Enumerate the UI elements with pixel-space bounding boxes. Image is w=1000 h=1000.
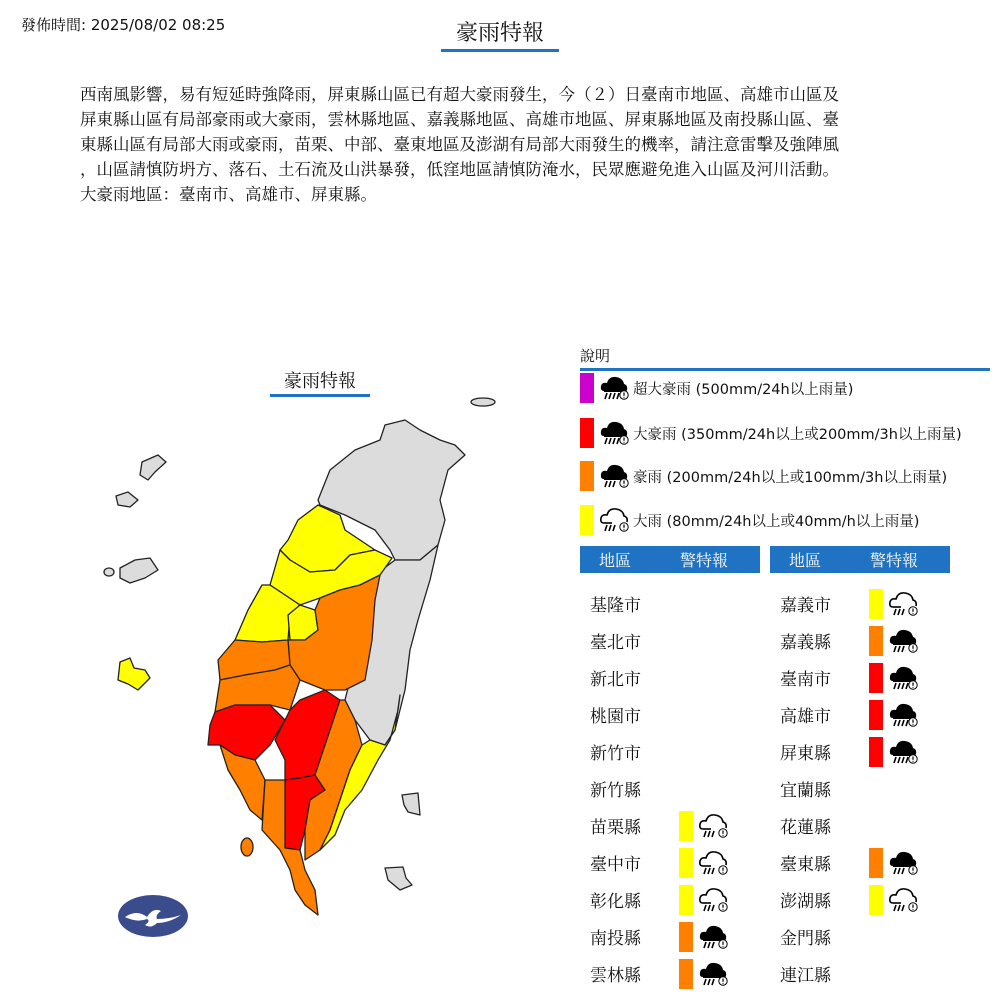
island-kinmen-small (104, 568, 114, 576)
description-line: 西南風影響，易有短延時強降雨，屏東縣山區已有超大豪雨發生，今（２）日臺南市地區、高雄市山區及 (80, 85, 839, 104)
warning-color-swatch (869, 700, 883, 730)
warning-color-swatch (679, 959, 693, 989)
warning-color-swatch (679, 811, 693, 841)
table-row (770, 770, 960, 807)
table-row (770, 659, 960, 696)
color-swatch (580, 373, 594, 403)
region-name: 屏東縣 (780, 744, 831, 764)
rain-cloud-outline-icon (887, 589, 919, 619)
taiwan-warning-map (90, 380, 510, 940)
table-row (770, 585, 960, 622)
region-name: 花蓮縣 (780, 818, 831, 838)
rain-cloud-outline-icon (697, 885, 729, 915)
rain-cloud-filled-icon (598, 461, 630, 491)
region-name: 澎湖縣 (780, 892, 831, 912)
legend-label: 大豪雨 (350mm/24h以上或200mm/3h以上雨量) (633, 426, 962, 443)
table-row (580, 659, 770, 696)
region-name: 臺東縣 (780, 855, 831, 875)
table-row (770, 622, 960, 659)
island-liuqiu (241, 838, 253, 856)
table-row (580, 918, 770, 955)
table-header-right (770, 546, 950, 573)
region-name: 臺南市 (780, 670, 831, 690)
rain-cloud-outline-icon (887, 885, 919, 915)
region-name: 桃園市 (590, 707, 641, 727)
legend-item-extreme_torrential (580, 373, 853, 403)
region-name: 嘉義縣 (780, 633, 831, 653)
region-name: 宜蘭縣 (780, 781, 831, 801)
table-row (580, 770, 770, 807)
legend-item-torrential (580, 461, 947, 491)
color-swatch (580, 461, 594, 491)
legend-label: 大雨 (80mm/24h以上或40mm/h以上雨量) (633, 513, 920, 530)
rain-cloud-filled-icon (887, 848, 919, 878)
header-warning: 警特報 (870, 551, 919, 570)
island-penghu (118, 658, 150, 690)
heavy-rain-cloud-filled-icon (598, 418, 630, 448)
heavy-rain-cloud-filled-icon (598, 373, 630, 403)
rain-cloud-outline-icon (697, 811, 729, 841)
region-name: 雲林縣 (590, 966, 641, 986)
rain-cloud-filled-icon (697, 959, 729, 989)
island-matsu-2 (116, 492, 138, 507)
legend-item-heavy (580, 505, 919, 535)
heavy-rain-cloud-filled-icon (887, 737, 919, 767)
rain-cloud-outline-icon (598, 505, 630, 535)
region-name: 基隆市 (590, 596, 641, 616)
description-line: 東縣山區有局部大雨或豪雨，苗栗、中部、臺東地區及澎湖有局部大雨發生的機率，請注意雷擊及強陣風 (80, 135, 839, 154)
description-line: 大豪雨地區：臺南市、高雄市、屏東縣。 (80, 185, 377, 204)
region-name: 臺北市 (590, 633, 641, 653)
region-name: 連江縣 (780, 966, 831, 986)
description-line: 屏東縣山區有局部豪雨或大豪雨，雲林縣地區、嘉義縣地區、高雄市地區、屏東縣地區及南投縣山區、臺 (80, 110, 839, 129)
region-name: 臺中市 (590, 855, 641, 875)
color-swatch (580, 418, 594, 448)
header-region: 地區 (789, 551, 822, 570)
region-name: 新竹市 (590, 744, 641, 764)
rain-cloud-filled-icon (887, 626, 919, 656)
page-title: 豪雨特報 (441, 16, 559, 52)
warning-color-swatch (869, 885, 883, 915)
warning-color-swatch (679, 885, 693, 915)
region-name: 金門縣 (780, 929, 831, 949)
table-row (580, 622, 770, 659)
table-row (580, 585, 770, 622)
warning-color-swatch (679, 922, 693, 952)
table-row (580, 955, 770, 992)
island-green (402, 793, 420, 815)
table-row (580, 696, 770, 733)
island-kinmen (120, 558, 158, 583)
region-name: 新北市 (590, 670, 641, 690)
table-row (580, 807, 770, 844)
legend-title: 說明 (580, 345, 990, 371)
heavy-rain-cloud-filled-icon (887, 663, 919, 693)
table-row (580, 733, 770, 770)
region-name: 苗栗縣 (590, 818, 641, 838)
region-name: 嘉義市 (780, 596, 831, 616)
header-warning: 警特報 (680, 551, 729, 570)
legend-label: 超大豪雨 (500mm/24h以上雨量) (633, 381, 854, 398)
table-row (770, 844, 960, 881)
warning-color-swatch (869, 663, 883, 693)
table-row (770, 807, 960, 844)
warning-color-swatch (869, 626, 883, 656)
header-region: 地區 (599, 551, 632, 570)
legend-item-extremely_heavy (580, 418, 962, 448)
table-row (770, 733, 960, 770)
table-row (770, 918, 960, 955)
cwa-logo-icon (117, 893, 189, 939)
table-row (770, 955, 960, 992)
table-row (770, 881, 960, 918)
warning-color-swatch (869, 848, 883, 878)
table-row (770, 696, 960, 733)
description-line: ，山區請慎防坍方、落石、土石流及山洪暴發，低窪地區請慎防淹水，民眾應避免進入山區及河川活動。 (80, 160, 839, 179)
rain-cloud-outline-icon (697, 848, 729, 878)
region-name: 彰化縣 (590, 892, 641, 912)
rain-cloud-filled-icon (697, 922, 729, 952)
region-name: 南投縣 (590, 929, 641, 949)
island-pengjia (471, 398, 495, 406)
warning-color-swatch (869, 737, 883, 767)
region-name: 新竹縣 (590, 781, 641, 801)
table-row (580, 881, 770, 918)
warning-description (80, 82, 930, 207)
table-header-left (580, 546, 760, 573)
region-tainan (208, 705, 285, 760)
table-row (580, 844, 770, 881)
warning-color-swatch (679, 848, 693, 878)
map-title: 豪雨特報 (270, 367, 370, 397)
legend-label: 豪雨 (200mm/24h以上或100mm/3h以上雨量) (633, 469, 948, 486)
issued-time: 發佈時間: 2025/08/02 08:25 (21, 16, 226, 34)
island-matsu-1 (140, 455, 166, 480)
island-orchid (385, 867, 412, 890)
region-name: 高雄市 (780, 707, 831, 727)
color-swatch (580, 505, 594, 535)
heavy-rain-cloud-filled-icon (887, 700, 919, 730)
warning-color-swatch (869, 589, 883, 619)
